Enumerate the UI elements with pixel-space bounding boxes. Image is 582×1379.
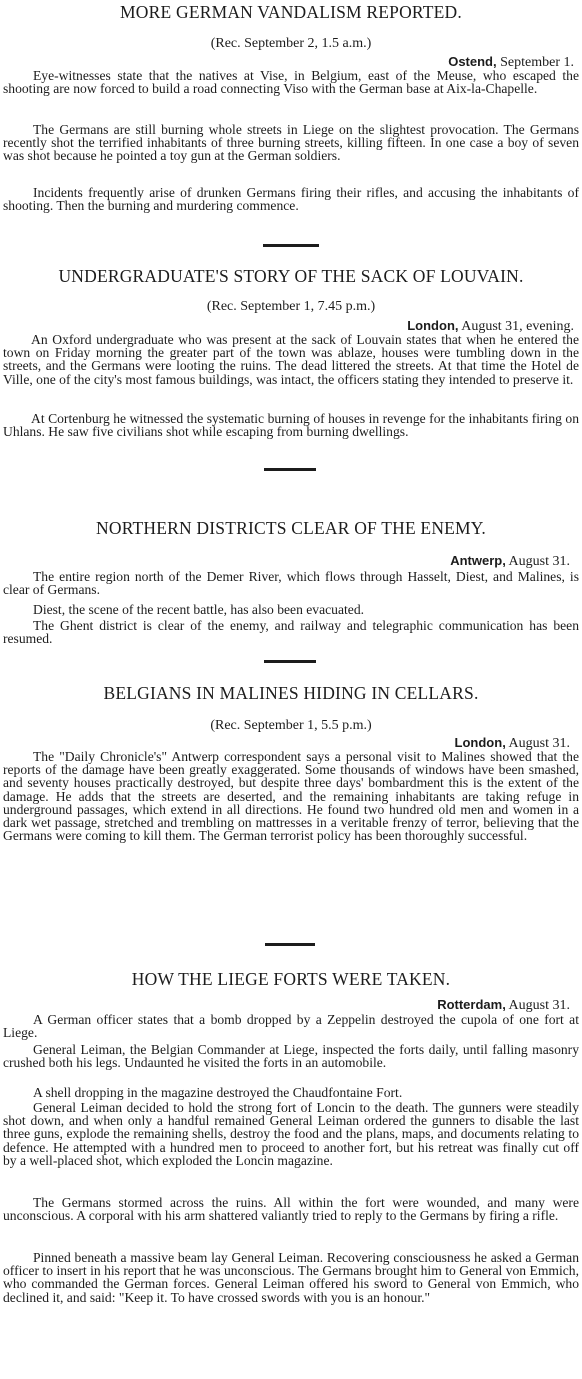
dateline-date: September 1.	[500, 55, 574, 70]
paragraph: The entire region north of the Demer River, which flows through Hasselt, Diest, and Malines, is clear of Germans.	[3, 569, 579, 598]
paragraph: At Cortenburg he witnessed the systematic burning of houses in revenge for the inhabitants firing on Uhlans. He saw five civilians shot while escaping from burning dwellings.	[3, 411, 579, 440]
dateline	[450, 553, 570, 570]
headline: HOW THE LIEGE FORTS WERE TAKEN.	[131, 969, 451, 989]
section-divider	[264, 468, 316, 471]
section-divider	[263, 244, 319, 247]
paragraph: General Leiman decided to hold the strong fort of Loncin to the death. The gunners were steadily shot down, and when only a handful remained General Leiman ordered the gunners to disable the last three guns, explode the remaining shells, destroy the food and the plans, maps, and documents relating to defence. He attempted with a hundred men to proceed to another fort, but his retreat was finally cut off by a well-placed shot, which exploded the Loncin magazine.	[3, 1100, 579, 1168]
section-divider	[265, 943, 315, 946]
dateline-place: Rotterdam,	[437, 997, 506, 1012]
paragraph: General Leiman, the Belgian Commander at Liege, inspected the forts daily, until falling masonry crushed both his legs. Undaunted he visited the forts in an automobile.	[3, 1042, 579, 1071]
paragraph: Diest, the scene of the recent battle, has also been evacuated.	[33, 602, 365, 617]
dateline-date: August 31, evening.	[461, 319, 574, 334]
headline: UNDERGRADUATE'S STORY OF THE SACK OF LOUVAIN.	[58, 266, 524, 286]
headline: NORTHERN DISTRICTS CLEAR OF THE ENEMY.	[96, 518, 486, 538]
received-line: (Rec. September 1, 5.5 p.m.)	[210, 718, 372, 733]
dateline-date: August 31.	[508, 998, 570, 1013]
paragraph: A shell dropping in the magazine destroyed the Chaudfontaine Fort.	[33, 1085, 403, 1100]
paragraph: Pinned beneath a massive beam lay General Leiman. Recovering consciousness he asked a German officer to insert in his report that he was unconscious. The Germans brought him to General von Emmich, who commanded the German forces. General Leiman offered his sword to General von Emmich, who declined it, and said: "Keep it. To have crossed swords with you is an honour."	[3, 1250, 579, 1305]
dateline-place: Ostend,	[448, 54, 497, 69]
headline: BELGIANS IN MALINES HIDING IN CELLARS.	[103, 683, 479, 703]
dateline-date: August 31.	[508, 736, 570, 751]
paragraph: Incidents frequently arise of drunken Germans firing their rifles, and accusing the inhabitants of shooting. Then the burning and murdering commence.	[3, 185, 579, 214]
paragraph: A German officer states that a bomb dropped by a Zeppelin destroyed the cupola of one fort at Liege.	[3, 1012, 579, 1041]
dateline-place: London,	[454, 735, 506, 750]
paragraph: An Oxford undergraduate who was present at the sack of Louvain states that when he entered the town on Friday morning the greater part of the town was ablaze, houses were tumbling down in the streets, and the Germans were looting the ruins. The dead littered the streets. At that time the Hotel de Ville, one of the city's most famous buildings, was intact, the officers stating they intended to preserve it.	[3, 332, 579, 387]
paragraph: The Ghent district is clear of the enemy, and railway and telegraphic communication has been resumed.	[3, 618, 579, 647]
paragraph: The "Daily Chronicle's" Antwerp correspondent says a personal visit to Malines showed that the reports of the damage have been greatly exaggerated. Some thousands of windows have been smashed, and seventy houses practically destroyed, but despite three days' bombardment this is the extent of the damage. He adds that the streets are deserted, and the remaining inhabitants are taking refuge in underground passages, which extend in all directions. He found two hundred old men and women in a dark wet passage, stretched and trembling on mattresses in a veritable frenzy of terror, believing that the Germans were coming to kill them. The German terrorist policy has been thoroughly successful.	[3, 749, 579, 844]
paragraph: The Germans stormed across the ruins. All within the fort were wounded, and many were unconscious. A corporal with his arm shattered valiantly tried to reply to the Germans by firing a rifle.	[3, 1195, 579, 1224]
dateline-date: August 31.	[508, 554, 570, 569]
dateline-place: London,	[407, 318, 459, 333]
paragraph: The Germans are still burning whole streets in Liege on the slightest provocation. The Germans recently shot the terrified inhabitants of three burning streets, killing fifteen. In one case a boy of seven was shot because he pointed a toy gun at the German soldiers.	[3, 122, 579, 164]
paragraph: Eye-witnesses state that the natives at Vise, in Belgium, east of the Meuse, who escaped the shooting are now forced to build a road connecting Viso with the German base at Aix-la-Chapelle.	[3, 68, 579, 97]
section-divider	[264, 660, 316, 663]
headline: MORE GERMAN VANDALISM REPORTED.	[120, 2, 462, 22]
received-line: (Rec. September 2, 1.5 a.m.)	[210, 36, 372, 51]
received-line: (Rec. September 1, 7.45 p.m.)	[206, 299, 376, 314]
dateline-place: Antwerp,	[450, 553, 506, 568]
